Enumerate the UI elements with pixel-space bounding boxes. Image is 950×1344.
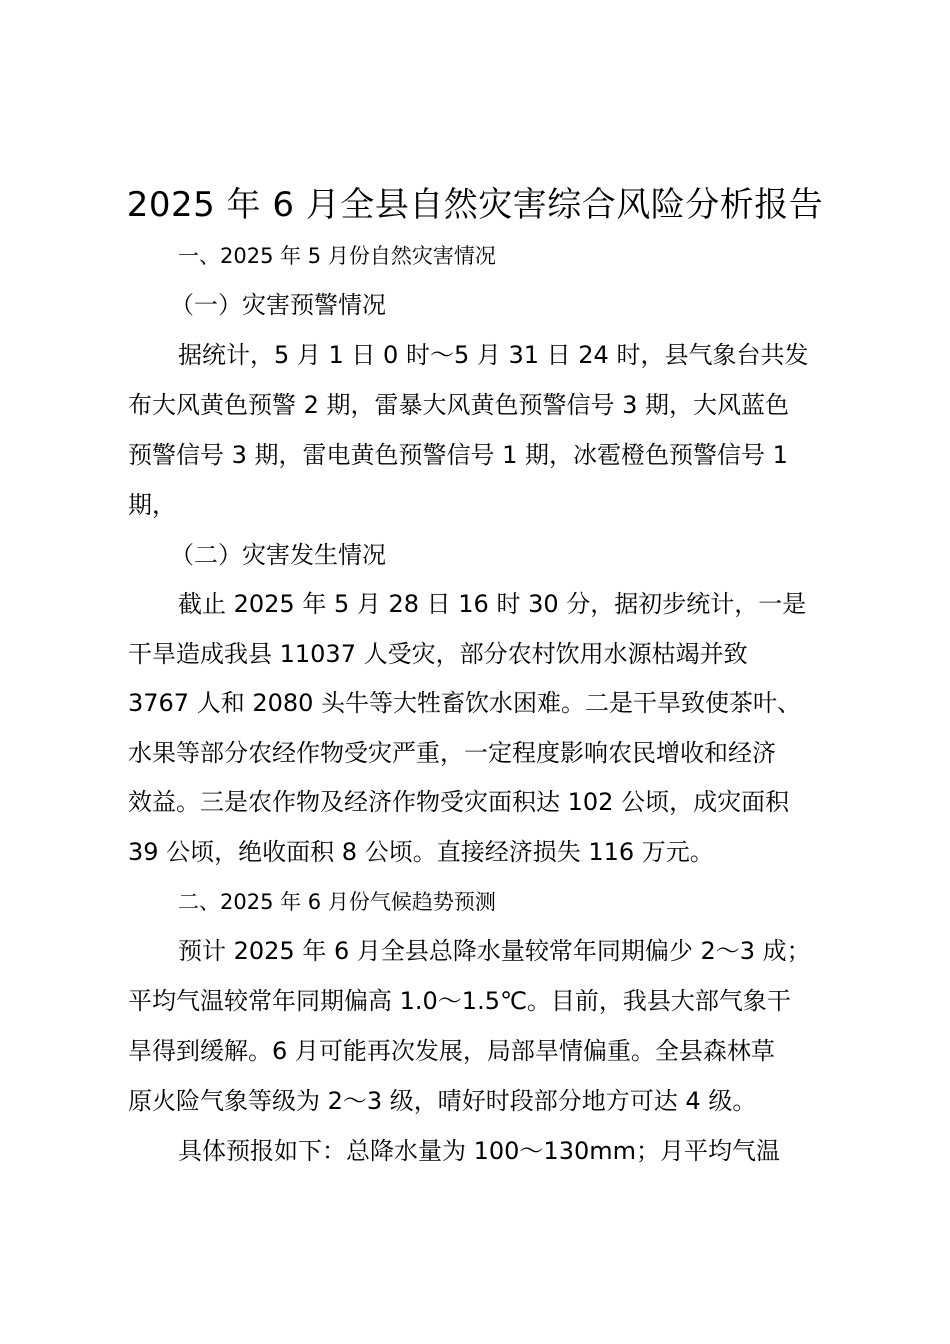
section-heading-2: 二、2025 年 6 月份气候趋势预测 — [178, 890, 496, 914]
subheading-occurrence: （二）灾害发生情况 — [170, 541, 386, 569]
paragraph-line: 据统计，5 月 1 日 0 时～5 月 31 日 24 时，县气象台共发 — [178, 341, 809, 369]
paragraph-line: 效益。三是农作物及经济作物受灾面积达 102 公顷，成灾面积 — [128, 788, 790, 816]
document-title: 2025 年 6 月全县自然灾害综合风险分析报告 — [126, 185, 824, 225]
paragraph-line: 3767 人和 2080 头牛等大牲畜饮水困难。二是干旱致使茶叶、 — [128, 689, 802, 717]
paragraph-line: 布大风黄色预警 2 期，雷暴大风黄色预警信号 3 期，大风蓝色 — [128, 391, 790, 419]
paragraph-line: 水果等部分农经作物受灾严重，一定程度影响农民增收和经济 — [128, 739, 776, 767]
paragraph-line: 平均气温较常年同期偏高 1.0～1.5℃。目前，我县大部气象干 — [128, 987, 791, 1015]
paragraph-line: 预警信号 3 期，雷电黄色预警信号 1 期，冰雹橙色预警信号 1 — [128, 441, 788, 469]
paragraph-line: 截止 2025 年 5 月 28 日 16 时 30 分，据初步统计，一是 — [178, 590, 807, 618]
paragraph-line: 期， — [128, 491, 176, 519]
paragraph-line: 干旱造成我县 11037 人受灾，部分农村饮用水源枯竭并致 — [128, 640, 748, 668]
paragraph-line: 具体预报如下：总降水量为 100～130mm；月平均气温 — [178, 1137, 781, 1165]
paragraph-line: 39 公顷，绝收面积 8 公顷。直接经济损失 116 万元。 — [128, 838, 714, 866]
paragraph-line: 预计 2025 年 6 月全县总降水量较常年同期偏少 2～3 成； — [178, 937, 811, 965]
subheading-warning: （一）灾害预警情况 — [170, 291, 386, 319]
paragraph-line: 旱得到缓解。6 月可能再次发展，局部旱情偏重。全县森林草 — [128, 1037, 775, 1065]
section-heading-1: 一、2025 年 5 月份自然灾害情况 — [178, 244, 496, 268]
paragraph-line: 原火险气象等级为 2～3 级，晴好时段部分地方可达 4 级。 — [128, 1087, 757, 1115]
